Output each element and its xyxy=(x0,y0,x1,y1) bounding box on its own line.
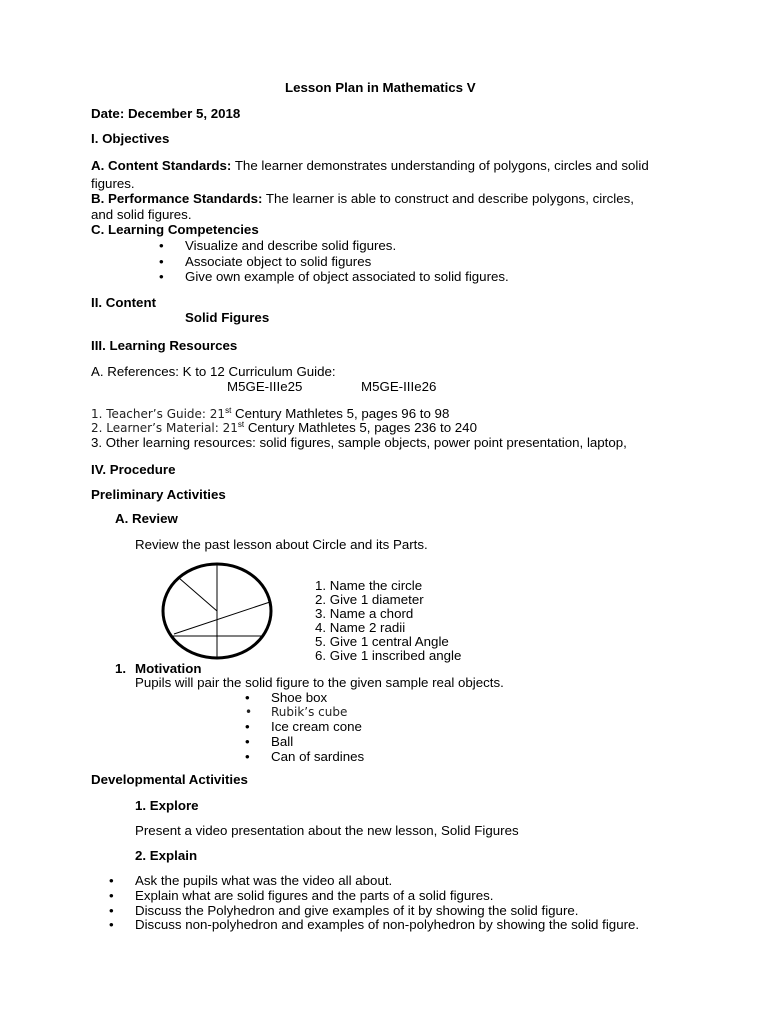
object-item: • Shoe box xyxy=(271,690,327,705)
explain-item: • Discuss the Polyhedron and give examples of it by showing the solid figure. xyxy=(135,903,578,918)
learning-competencies-heading: C. Learning Competencies xyxy=(91,222,259,237)
ordinal-suffix: st xyxy=(237,420,245,429)
review-question: 1. Name the circle xyxy=(315,578,423,593)
content-standards-label: A. Content Standards: xyxy=(91,158,232,173)
object-item: • Rubik’s cube xyxy=(271,705,347,720)
competency-item: • Visualize and describe solid figures. xyxy=(185,238,396,253)
learners-material-suffix: Century Mathletes 5, pages 236 to 240 xyxy=(244,420,477,435)
teachers-guide-suffix: Century Mathletes 5, pages 96 to 98 xyxy=(231,406,450,421)
learners-material-reference xyxy=(91,420,477,436)
learners-material-prefix: 2. Learner’s Material: 21 xyxy=(91,421,238,435)
ordinal-suffix: st xyxy=(225,406,232,415)
content-topic: Solid Figures xyxy=(185,310,270,325)
object-item: • Ball xyxy=(271,734,293,749)
performance-standards xyxy=(91,191,634,206)
lesson-date: Date: December 5, 2018 xyxy=(91,106,241,121)
explain-item: • Discuss non-polyhedron and examples of non-polyhedron by showing the solid figure. xyxy=(135,917,639,932)
learning-resources-heading: III. Learning Resources xyxy=(91,338,238,353)
objectives-heading: I. Objectives xyxy=(91,131,170,146)
explore-heading: 1. Explore xyxy=(135,798,199,813)
review-question: 4. Name 2 radii xyxy=(315,620,406,635)
document-title: Lesson Plan in Mathematics V xyxy=(285,80,476,95)
review-heading: A. Review xyxy=(115,511,178,526)
other-resources: 3. Other learning resources: solid figures, sample objects, power point presentation, laptop, xyxy=(91,435,627,450)
chord-line xyxy=(174,602,270,634)
circle-diagram xyxy=(160,561,276,663)
procedure-heading: IV. Procedure xyxy=(91,462,176,477)
explore-text: Present a video presentation about the new lesson, Solid Figures xyxy=(135,823,519,838)
references-line: A. References: K to 12 Curriculum Guide: xyxy=(91,364,336,379)
curriculum-code-2: M5GE-IIIe26 xyxy=(361,379,437,394)
performance-standards-continued: and solid figures. xyxy=(91,207,192,222)
review-question: 2. Give 1 diameter xyxy=(315,592,424,607)
preliminary-activities-heading: Preliminary Activities xyxy=(91,487,226,502)
motivation-heading: Motivation xyxy=(135,661,202,676)
review-question: 6. Give 1 inscribed angle xyxy=(315,648,462,663)
explain-item: • Ask the pupils what was the video all about. xyxy=(135,873,392,888)
competency-item: • Associate object to solid figures xyxy=(185,254,371,269)
motivation-text: Pupils will pair the solid figure to the given sample real objects. xyxy=(135,675,504,690)
object-item: • Ice cream cone xyxy=(271,719,362,734)
performance-standards-label: B. Performance Standards: xyxy=(91,191,263,206)
object-item: • Can of sardines xyxy=(271,749,364,764)
explain-heading: 2. Explain xyxy=(135,848,198,863)
content-heading: II. Content xyxy=(91,295,156,310)
competency-item: • Give own example of object associated to solid figures. xyxy=(185,269,509,284)
radius-line xyxy=(179,578,217,611)
developmental-activities-heading: Developmental Activities xyxy=(91,772,248,787)
explain-item: • Explain what are solid figures and the parts of a solid figures. xyxy=(135,888,493,903)
curriculum-code-1: M5GE-IIIe25 xyxy=(227,379,303,394)
content-standards xyxy=(91,158,649,173)
motivation-number: 1. xyxy=(115,661,127,676)
content-standards-text: The learner demonstrates understanding of polygons, circles and solid xyxy=(231,158,649,173)
content-standards-continued: figures. xyxy=(91,176,135,191)
teachers-guide-prefix: 1. Teacher’s Guide: 21 xyxy=(91,407,226,421)
review-question: 5. Give 1 central Angle xyxy=(315,634,449,649)
review-text: Review the past lesson about Circle and its Parts. xyxy=(135,537,428,552)
performance-standards-text: The learner is able to construct and describe polygons, circles, xyxy=(262,191,634,206)
review-question: 3. Name a chord xyxy=(315,606,414,621)
